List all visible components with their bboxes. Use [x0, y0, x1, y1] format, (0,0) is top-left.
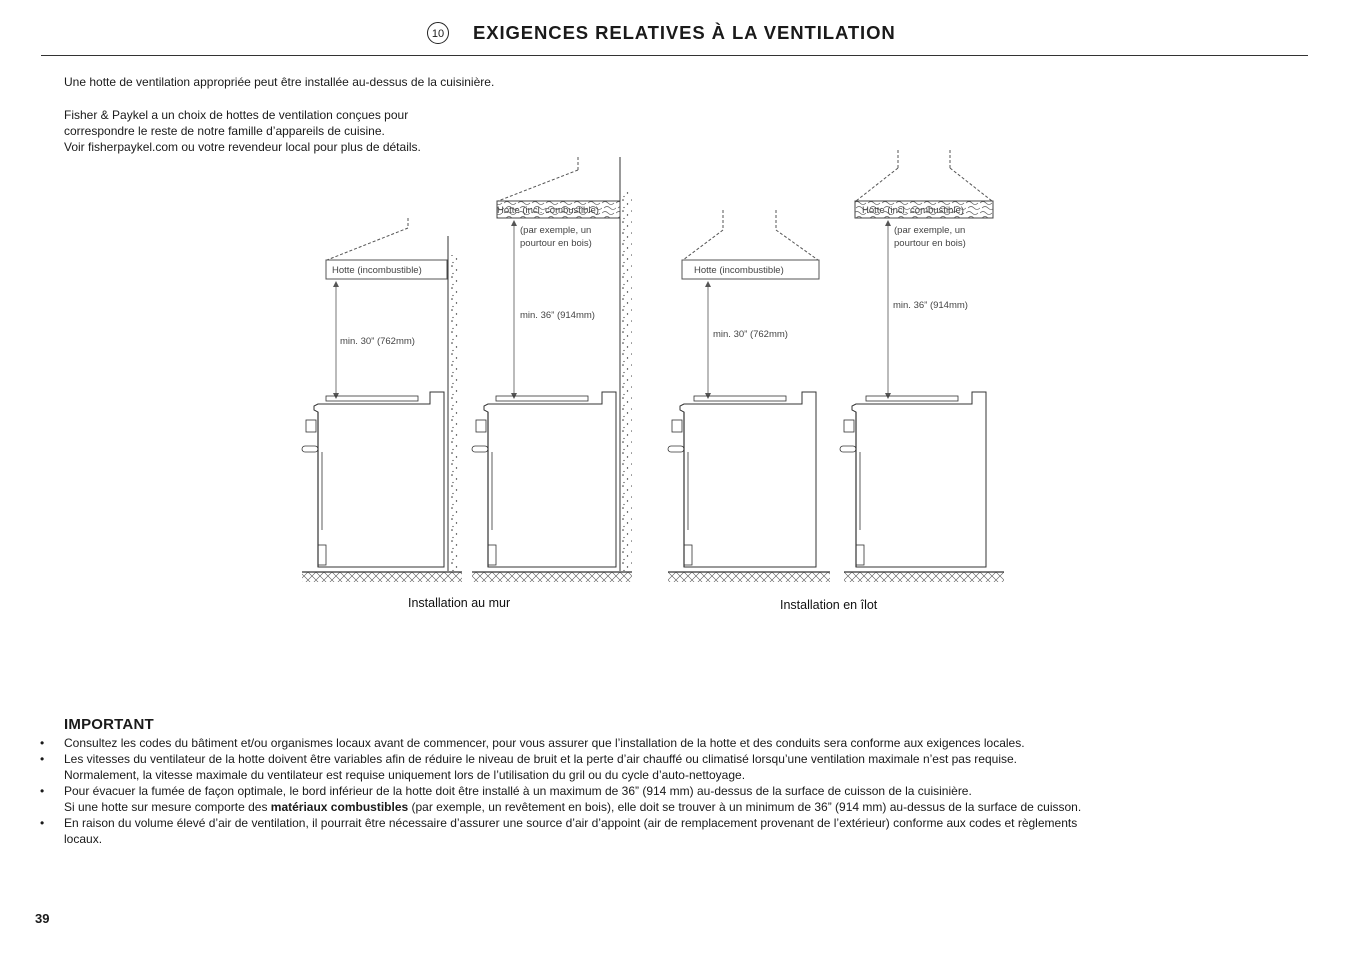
hood-note-line-1: (par exemple, un: [520, 225, 592, 236]
floor-hatch: [668, 572, 830, 582]
intro-paragraph-2-line-3: Voir fisherpaykel.com ou votre revendeur local pour plus de détails.: [64, 140, 421, 154]
hood-note-line-2: pourtour en bois): [520, 238, 592, 249]
list-item-text: Pour évacuer la fumée de façon optimale, le bord inférieur de la hotte doit être installé à un maximum de 36” (914 mm) au-dessus de la surface de cuisson de la cuisinière.: [64, 784, 972, 798]
clearance-label: min. 36” (914mm): [520, 310, 595, 321]
list-item: [40, 815, 1310, 847]
text-segment: Si une hotte sur mesure comporte des: [64, 800, 271, 814]
wall-installation-36in: [472, 157, 632, 582]
intro-paragraph-2-line-1: Fisher & Paykel a un choix de hottes de ventilation conçues pour: [64, 108, 409, 122]
range-outline: [852, 392, 986, 567]
clearance-label: min. 30” (762mm): [713, 329, 788, 340]
important-list: [40, 735, 1310, 847]
list-item-text: Les vitesses du ventilateur de la hotte doivent être variables afin de réduire le niveau de bruit et la perte d’air chauffé ou climatisé lorsqu’une ventilation maximale n’est pas requise.: [64, 752, 1017, 766]
list-item-text: [64, 799, 1310, 815]
list-item: [40, 783, 1310, 815]
hood-label: Hotte (incombustible): [332, 265, 422, 276]
chapter-number-badge: 10: [427, 22, 449, 44]
clearance-label: min. 36” (914mm): [893, 300, 968, 311]
wall-section: [448, 255, 460, 571]
hood-label: Hotte (incl. combustible): [497, 205, 599, 216]
range-outline: [680, 392, 816, 567]
island-installation-36in: [840, 150, 1004, 582]
bullet-marker: •: [40, 784, 45, 798]
bullet-marker: •: [40, 736, 45, 750]
hood-note-line-1: (par exemple, un: [894, 225, 966, 236]
floor-hatch: [302, 572, 462, 582]
list-item-text: Consultez les codes du bâtiment et/ou organismes locaux avant de commencer, pour vous assurer que l’installation de la hotte et des conduits sera conforme aux exigences locales.: [64, 736, 1025, 750]
list-item-text: En raison du volume élevé d’air de ventilation, il pourrait être nécessaire d’assurer une source d’air d’appoint (air de remplacement provenant de l’extérieur) conforme aux codes et règlements: [64, 816, 1078, 830]
page-title: EXIGENCES RELATIVES À LA VENTILATION: [473, 22, 896, 43]
list-item-text: Normalement, la vitesse maximale du ventilateur est requise uniquement lors de l’utilisation du gril ou du cycle d’auto-nettoyage.: [64, 768, 746, 782]
wall-installation-30in: [302, 218, 462, 582]
important-heading: IMPORTANT: [64, 716, 154, 733]
list-item: [40, 735, 1310, 751]
text-segment: (par exemple, un revêtement en bois), elle doit se trouver à un minimum de 36” (914 mm) au-dessus de la surface de cuisson.: [408, 800, 1082, 814]
caption-wall-installation: Installation au mur: [408, 596, 511, 610]
island-installation-30in: [668, 210, 830, 582]
hood-note-line-2: pourtour en bois): [894, 238, 966, 249]
floor-hatch: [844, 572, 1004, 582]
emphasis-combustible-materials: matériaux combustibles: [270, 800, 409, 814]
range-outline: [484, 392, 616, 567]
range-outline: [314, 392, 444, 567]
clearance-label: min. 30” (762mm): [340, 336, 415, 347]
hood-label: Hotte (incombustible): [694, 265, 784, 276]
intro-paragraph-2-line-2: correspondre le reste de notre famille d’appareils de cuisine.: [64, 124, 385, 138]
list-item: [40, 751, 1310, 783]
list-item-text: locaux.: [64, 832, 103, 846]
caption-island-installation: Installation en îlot: [780, 598, 878, 612]
wall-section: [620, 190, 632, 571]
floor-hatch: [472, 572, 632, 582]
bullet-marker: •: [40, 752, 45, 766]
hood-label: Hotte (incl. combustible): [862, 205, 964, 216]
page-number: 39: [35, 911, 50, 926]
bullet-marker: •: [40, 816, 45, 830]
intro-paragraph-1: Une hotte de ventilation appropriée peut être installée au-dessus de la cuisinière.: [64, 75, 495, 89]
